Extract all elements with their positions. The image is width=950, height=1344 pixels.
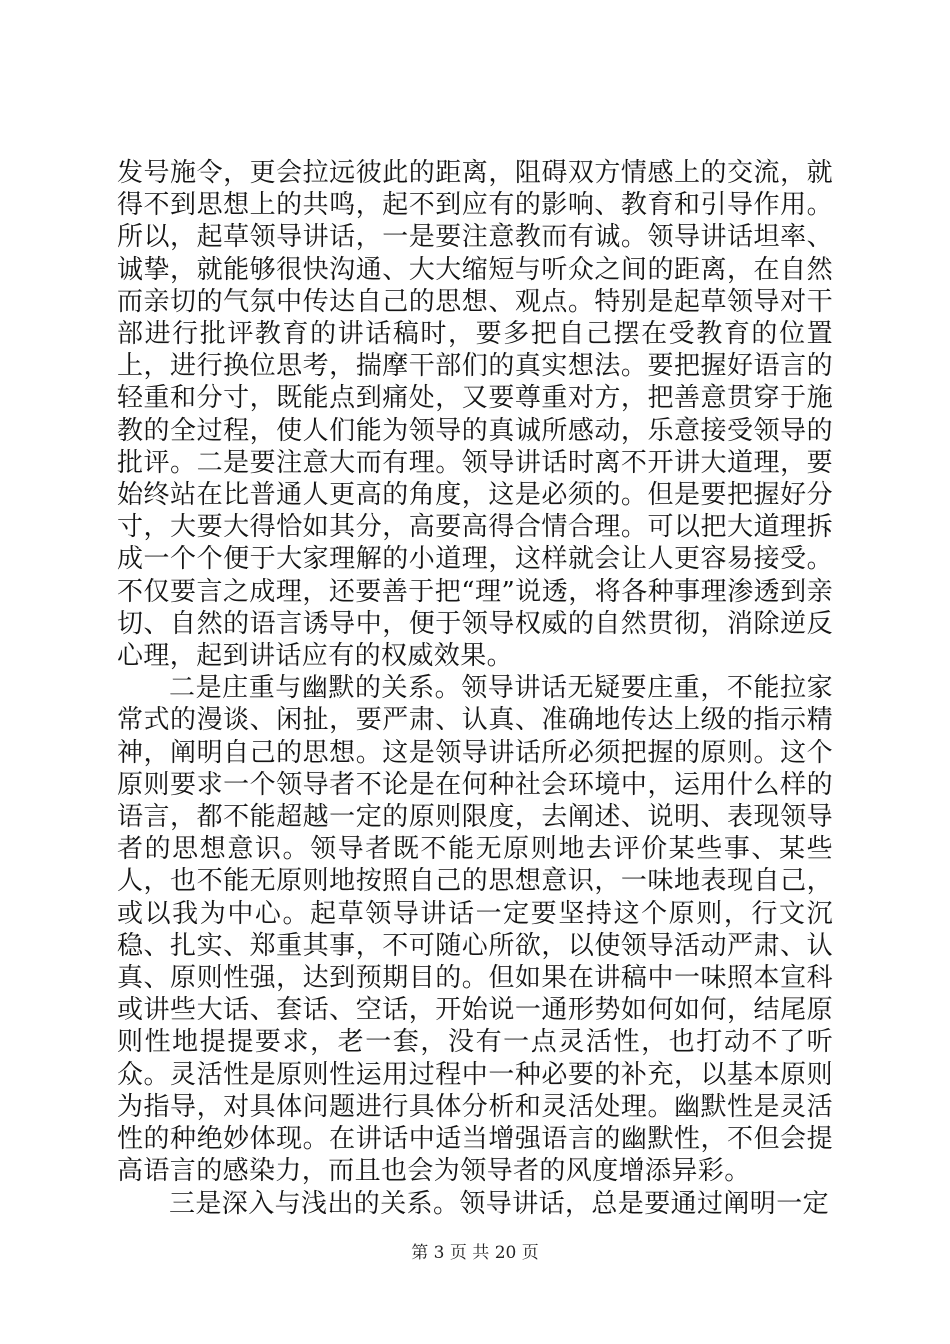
paragraph-1: 发号施令，更会拉远彼此的距离，阻碍双方情感上的交流，就得不到思想上的共鸣，起不到应有的影响、教育和引导作用。所以，起草领导讲话，一是要注意教而有诚。领导讲话坦率、诚挚，就能够很快沟通、大大缩短与听众之间的距离，在自然而亲切的气氛中传达自己的思想、观点。特别是起草领导对干部进行批评教育的讲话稿时，要多把自己摆在受教育的位置上，进行换位思考，揣摩干部们的真实想法。要把握好语言的轻重和分寸，既能点到痛处，又要尊重对方，把善意贯穿于施教的全过程，使人们能为领导的真诚所感动，乐意接受领导的批评。二是要注意大而有理。领导讲话时离不开讲大道理，要始终站在比普通人更高的角度，这是必须的。但是要把握好分寸，大要大得恰如其分，高要高得合情合理。可以把大道理拆成一个个便于大家理解的小道理，这样就会让人更容易接受。不仅要言之成理，还要善于把“理”说透，将各种事理渗透到亲切、自然的语言诱导中，便于领导权威的自然贯彻，消除逆反心理，起到讲话应有的权威效果。 xyxy=(117,158,833,672)
document-body xyxy=(117,157,833,1220)
page-number-footer: 第 3 页 共 20 页 xyxy=(411,1243,539,1263)
paragraph-3: 三是深入与浅出的关系。领导讲话，总是要通过阐明一定 xyxy=(169,1188,830,1219)
paragraph-2: 二是庄重与幽默的关系。领导讲话无疑要庄重，不能拉家常式的漫谈、闲扯，要严肃、认真、准确地传达上级的指示精神，阐明自己的思想。这是领导讲话所必须把握的原则。这个原则要求一个领导者不论是在何种社会环境中，运用什么样的语言，都不能超越一定的原则限度，去阐述、说明、表现领导者的思想意识。领导者既不能无原则地去评价某些事、某些人，也不能无原则地按照自己的思想意识，一味地表现自己，或以我为中心。起草领导讲话一定要坚持这个原则，行文沉稳、扎实、郑重其事，不可随心所欲，以使领导活动严肃、认真、原则性强，达到预期目的。但如果在讲稿中一味照本宣科或讲些大话、套话、空话，开始说一通形势如何如何，结尾原则性地提提要求，老一套，没有一点灵活性，也打动不了听众。灵活性是原则性运用过程中一种必要的补充，以基本原则为指导，对具体问题进行具体分析和灵活处理。幽默性是灵活性的种绝妙体现。在讲话中适当增强语言的幽默性，不但会提高语言的感染力，而且也会为领导者的风度增添异彩。 xyxy=(117,673,833,1187)
